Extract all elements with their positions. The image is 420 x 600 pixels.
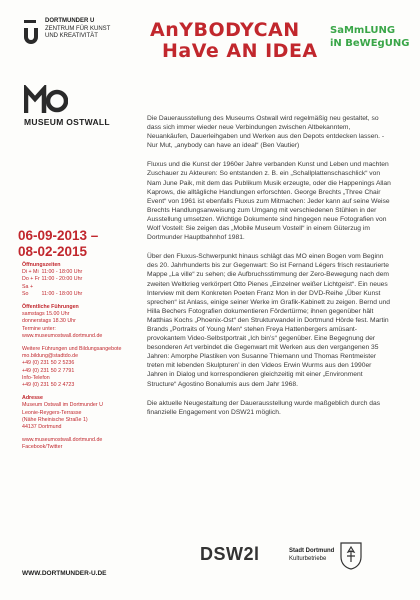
info-sidebar bbox=[22, 262, 142, 452]
mo-logo-icon bbox=[24, 85, 68, 115]
tours-title: Öffentliche Führungen bbox=[22, 304, 79, 311]
hours-title: Öffnungszeiten bbox=[22, 262, 61, 268]
title-line2: HaVe AN IDEA bbox=[162, 40, 318, 62]
exhibition-title bbox=[150, 20, 318, 62]
date-end: 08-02-2015 bbox=[18, 244, 88, 259]
social-link[interactable]: Facebook/Twitter bbox=[22, 444, 63, 451]
org-text bbox=[45, 18, 110, 41]
address-line: 44137 Dortmund bbox=[22, 424, 62, 431]
tours-line: samstags 15.00 Uhr bbox=[22, 311, 70, 318]
title-line1: AnYBODYCAN bbox=[150, 19, 300, 41]
org-line3: UND KREATIVITÄT bbox=[45, 33, 98, 39]
website-link[interactable]: www.museumostwall.dortmund.de bbox=[22, 437, 103, 444]
info-line: Weitere Führungen und Bildungsangebote bbox=[22, 346, 122, 353]
org-line2: ZENTRUM FÜR KUNST bbox=[45, 25, 111, 32]
city-logo-text bbox=[289, 548, 334, 563]
hours-time: 11:00 - 20:00 Uhr bbox=[41, 276, 83, 283]
subtitle-line2: iN BeWEgUNG bbox=[330, 38, 410, 49]
main-text bbox=[147, 114, 392, 427]
paragraph: Die Dauerausstellung des Museums Ostwall wird regelmäßig neu gestaltet, so dass sich immer wieder neue Verbindungen zwischen Altbekanntem, Neuankäufen, Dauerleihgaben und Werken aus den Depots entdecken lassen. - Nur Mut, „anybody can have an ideal“ (Ben Vautier) bbox=[147, 115, 385, 150]
address-line: Leonie-Reygers-Terrasse bbox=[22, 409, 82, 416]
info-line: Info-Telefon bbox=[22, 374, 50, 381]
tours-link[interactable]: www.museumostwall.dortmund.de bbox=[22, 332, 103, 339]
subtitle-line1: SaMmLUNG bbox=[330, 25, 396, 36]
hours-time: 11:00 - 18:00 Uhr bbox=[41, 269, 83, 276]
address-line: (Nähe Rheinische Straße 1) bbox=[22, 416, 88, 423]
hours-row bbox=[22, 276, 142, 283]
paragraph: Fluxus und die Kunst der 1960er Jahre verbanden Kunst und Leben und machten Zuschauer zu Akteuren: So entstanden z. B. ein „Schallplattenschaschlick“ von Nam June Paik, mit dem das Publikum Musik erzeugte, oder die Happenings Allan Kaprows, die alltägliche Handlungen erforschten. George Brechts „Three Chair Event“ von 1961 ist ebenfalls Fluxus zum Mitmachen: Jeder kann auf seine Weise Brechts Handlungsanweisung zum Umgang mit verschiedenen Stühlen in der Ausstellung umsetzen. Wichtige Dokumente sind hingegen neue Fotografien von Wolf Vostell: Sie zeigen das „Mobile Museum Vostell“ in einem Güterzug im Dortmunder Hauptbahnhof 1981. bbox=[147, 161, 391, 242]
city-dept: Kulturbetriebe bbox=[289, 555, 327, 562]
hours-row bbox=[22, 284, 142, 298]
hours-row bbox=[22, 269, 142, 276]
exhibition-dates bbox=[18, 228, 98, 260]
address-line: Museum Ostwall im Dortmunder U bbox=[22, 402, 103, 409]
hours-time: 11:00 - 18:00 Uhr bbox=[41, 290, 83, 297]
info-phone: +49 (0) 231 50 2 4723 bbox=[22, 382, 75, 389]
hours-days: Do + Fr bbox=[22, 276, 40, 283]
org-name: DORTMUNDER U bbox=[45, 18, 95, 24]
hours-days: Di + Mi bbox=[22, 269, 39, 276]
sponsor-logo: DSW2l bbox=[200, 544, 260, 564]
info-phone: +49 (0) 231 50 2 5236 bbox=[22, 360, 75, 367]
info-email-link[interactable]: mo.bildung@stadtdo.de bbox=[22, 353, 79, 360]
footer-url[interactable]: WWW.DORTMUNDER-U.DE bbox=[22, 570, 107, 577]
address-title: Adresse bbox=[22, 395, 43, 402]
city-crest-icon bbox=[340, 542, 362, 570]
tours-line: Termine unter: bbox=[22, 325, 56, 332]
info-phone: +49 (0) 231 50 2 7791 bbox=[22, 367, 75, 374]
paragraph: Die aktuelle Neugestaltung der Dauerausstellung wurde maßgeblich durch das finanzielle Engagement von DSW21 möglich. bbox=[147, 399, 381, 416]
city-name: Stadt Dortmund bbox=[289, 548, 335, 554]
museum-label: MUSEUM OSTWALL bbox=[24, 117, 110, 127]
date-start: 06-09-2013 – bbox=[18, 228, 99, 243]
paragraph: Über den Fluxus-Schwerpunkt hinaus schlägt das MO einen Bogen vom Beginn des 20. Jahrhunderts bis zur Gegenwart: So ist Fernand Légers frisch restaurierte Mappe „La ville“ zu sehen; die Aufbruchsstimmung der Zero-Bewegung nach dem zweiten Weltkrieg verkörpert Otto Pienes „Einzelner weißer Lichtgeist“. Ein neues Interview mit dem Konkreten Poeten Franz Mon in der DVD-Reihe „Über Kunst sprechen“ ist Anlass, einige seiner Werke im Grafik-Kabinett zu zeigen. Bernd und Hilla Bechers Fotografien dokumentieren Fördertürme; ihnen gegenüber hält Matthias Kochs „Phoenix-Ost“ den Strukturwandel in Dortmund Hörde fest. Martin Brands „Portraits of Young Men“ stehen Freya Hattenbergers amüsant-provokantem Video-Selbstportrait „Ich bin’s“ gegenüber. Eine Begegnung der besonderen Art verbindet die Gegenwart mit Werken aus den vergangenen 35 Jahren: Amorphe Plastiken von Susanne Thiemann und Thomas Rentmeister treten mit lebenden Skulpturen’ in den Videos Erwin Wurms aus den 1990er Jahren in Dialog und korrespondieren gleichzeitig mit einer „Environment Structure“ Agostino Bonalumis aus dem Jahr 1968. bbox=[147, 253, 390, 388]
hours-days: Sa + So bbox=[22, 283, 34, 297]
tours-line: donnerstags 18.30 Uhr bbox=[22, 318, 76, 325]
exhibition-subtitle bbox=[330, 24, 409, 50]
